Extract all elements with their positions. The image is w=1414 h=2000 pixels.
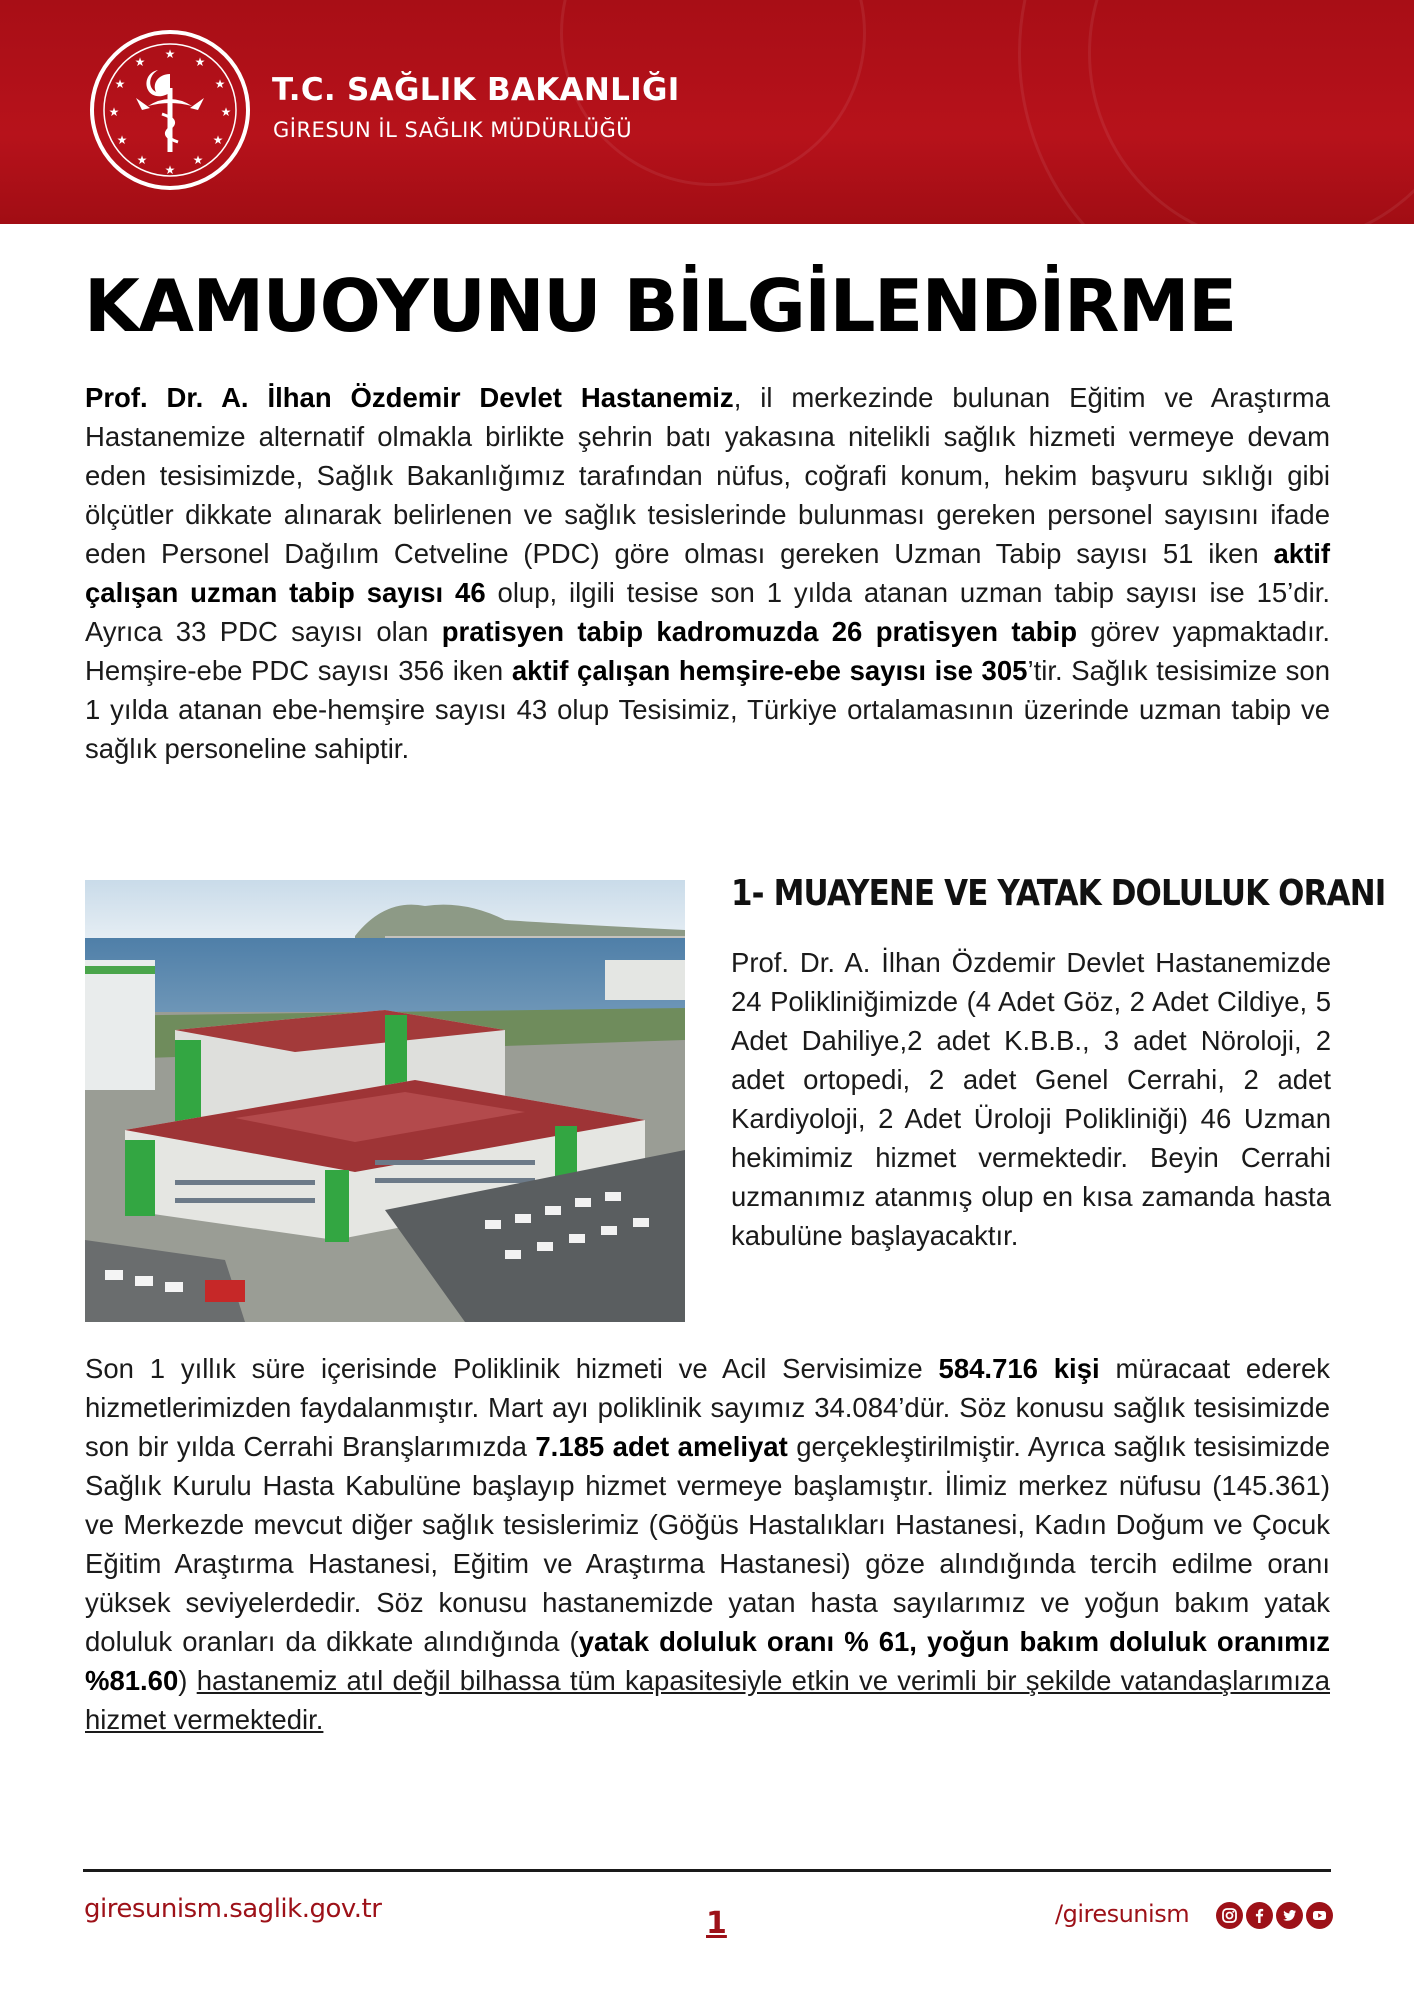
svg-text:★: ★ bbox=[116, 133, 128, 147]
section-paragraph: Prof. Dr. A. İlhan Özdemir Devlet Hastanemizde 24 Polikliniğimizde (4 Adet Göz, 2 Adet Cildiye, 5 Adet Dahiliye,2 adet K.B.B., 3 adet Nöroloji, 2 adet ortopedi, 2 adet Genel Cerrahi, 2 adet Kardiyoloji, 2 Adet Üroloji Polikliniği) 46 Uzman hekimimiz hizmet vermektedir. Beyin Cerrahi uzmanımız atanmış olup en kısa zamanda hasta kabulüne başlayacaktır. bbox=[731, 947, 1331, 1251]
underlined-conclusion: hastanemiz atıl değil bilhassa tüm kapasitesiyle etkin ve verimli bir şekilde vatandaşlarımıza hizmet vermektedir. bbox=[85, 1665, 1330, 1735]
svg-text:★: ★ bbox=[212, 133, 224, 147]
stats-text: ) bbox=[178, 1665, 197, 1696]
twitter-icon[interactable] bbox=[1276, 1902, 1303, 1929]
org-title: T.C. SAĞLIK BAKANLIĞI bbox=[272, 72, 680, 108]
social-icons bbox=[1216, 1902, 1333, 1929]
section-heading: 1- MUAYENE VE YATAK DOLULUK ORANI bbox=[731, 873, 1386, 914]
intro-text: , il merkezinde bulunan Eğitim ve Araştırma Hastanemize alternatif olmakla birlikte şehrin batı yakasına nitelikli sağlık hizmeti vermeye devam eden tesisimizde, Sağlık Bakanlığımız tarafından nüfus, coğrafi konum, hekim başvuru sıklığı gibi ölçütler dikkate alınarak belirlenen ve sağlık tesislerinde bulunması gereken personel sayısını ifade eden Personel Dağılım Cetveline (PDC) göre olması gereken Uzman Tabip sayısı 51 iken bbox=[85, 382, 1330, 569]
stats-paragraph bbox=[85, 1349, 1330, 1739]
highlight-practitioners: pratisyen tabip kadromuzda 26 pratisyen tabip bbox=[441, 616, 1078, 647]
footer-divider bbox=[83, 1869, 1331, 1872]
stats-text: gerçekleştirilmiştir. Ayrıca sağlık tesisimizde Sağlık Kurulu Hasta Kabulüne başlayıp hizmet vermeye başlamıştır. İlimiz merkez nüfusu (145.361) ve Merkezde mevcut diğer sağlık tesislerimiz (Göğüs Hastalıkları Hastanesi, Kadın Doğum ve Çocuk Eğitim Araştırma Hastanesi, Eğitim ve Araştırma Hastanesi) göze alındığında tercih edilme oranı yüksek seviyelerdedir. Söz konusu hastanemizde yatan hasta sayılarımız ve yoğun bakım yatak doluluk oranları da dikkate alındığında ( bbox=[85, 1431, 1330, 1657]
svg-text:★: ★ bbox=[164, 47, 176, 61]
hospital-name: Prof. Dr. A. İlhan Özdemir Devlet Hastanemiz bbox=[85, 382, 734, 413]
svg-text:★: ★ bbox=[136, 153, 148, 167]
website-link[interactable]: giresunism.saglik.gov.tr bbox=[84, 1894, 382, 1924]
social-handle[interactable]: /giresunism bbox=[1055, 1900, 1190, 1928]
svg-text:★: ★ bbox=[108, 105, 120, 119]
svg-text:★: ★ bbox=[134, 55, 146, 69]
svg-text:★: ★ bbox=[114, 77, 126, 91]
highlight-nurses: aktif çalışan hemşire-ebe sayısı ise 305 bbox=[511, 655, 1028, 686]
intro-paragraph bbox=[85, 378, 1330, 768]
highlight-occupancy: yatak doluluk oranı % 61, yoğun bakım doluluk oranımız %81.60 bbox=[85, 1626, 1330, 1696]
svg-text:★: ★ bbox=[220, 105, 232, 119]
page-number: 1 bbox=[706, 1906, 727, 1941]
hospital-photo bbox=[85, 880, 685, 1322]
highlight-specialists: aktif çalışan uzman tabip sayısı 46 bbox=[85, 538, 1330, 608]
svg-text:★: ★ bbox=[164, 163, 176, 177]
stats-text: Son 1 yıllık süre içerisinde Poliklinik hizmeti ve Acil Servisimize bbox=[85, 1353, 939, 1384]
stats-text: müracaat ederek hizmetlerimizden faydalanmıştır. Mart ayı poliklinik sayımız 34.084’dür. Söz konusu sağlık tesisimizde son bir yılda Cerrahi Branşlarımızda bbox=[85, 1353, 1330, 1462]
page-title: KAMUOYUNU BİLGİLENDİRME bbox=[84, 264, 1236, 348]
youtube-icon[interactable] bbox=[1306, 1902, 1333, 1929]
ministry-logo-icon bbox=[88, 28, 252, 192]
intro-text: görev yapmaktadır. Hemşire-ebe PDC sayısı 356 iken bbox=[85, 616, 1331, 686]
svg-text:★: ★ bbox=[214, 77, 226, 91]
svg-text:★: ★ bbox=[194, 55, 206, 69]
highlight-surgeries: 7.185 adet ameliyat bbox=[535, 1431, 788, 1462]
intro-text: ’tir. Sağlık tesisimize son 1 yılda atanan ebe-hemşire sayısı 43 olup Tesisimiz, Türkiye ortalamasının üzerinde uzman tabip ve sağlık personeline sahiptir. bbox=[85, 655, 1331, 764]
intro-text: olup, ilgili tesise son 1 yılda atanan uzman tabip sayısı ise 15’dir. Ayrıca 33 PDC sayısı olan bbox=[85, 577, 1330, 647]
instagram-icon[interactable] bbox=[1216, 1902, 1243, 1929]
svg-text:★: ★ bbox=[192, 153, 204, 167]
org-subtitle: GİRESUN İL SAĞLIK MÜDÜRLÜĞÜ bbox=[273, 118, 633, 142]
header-banner bbox=[0, 0, 1414, 224]
highlight-applications: 584.716 kişi bbox=[938, 1353, 1100, 1384]
facebook-icon[interactable] bbox=[1246, 1902, 1273, 1929]
